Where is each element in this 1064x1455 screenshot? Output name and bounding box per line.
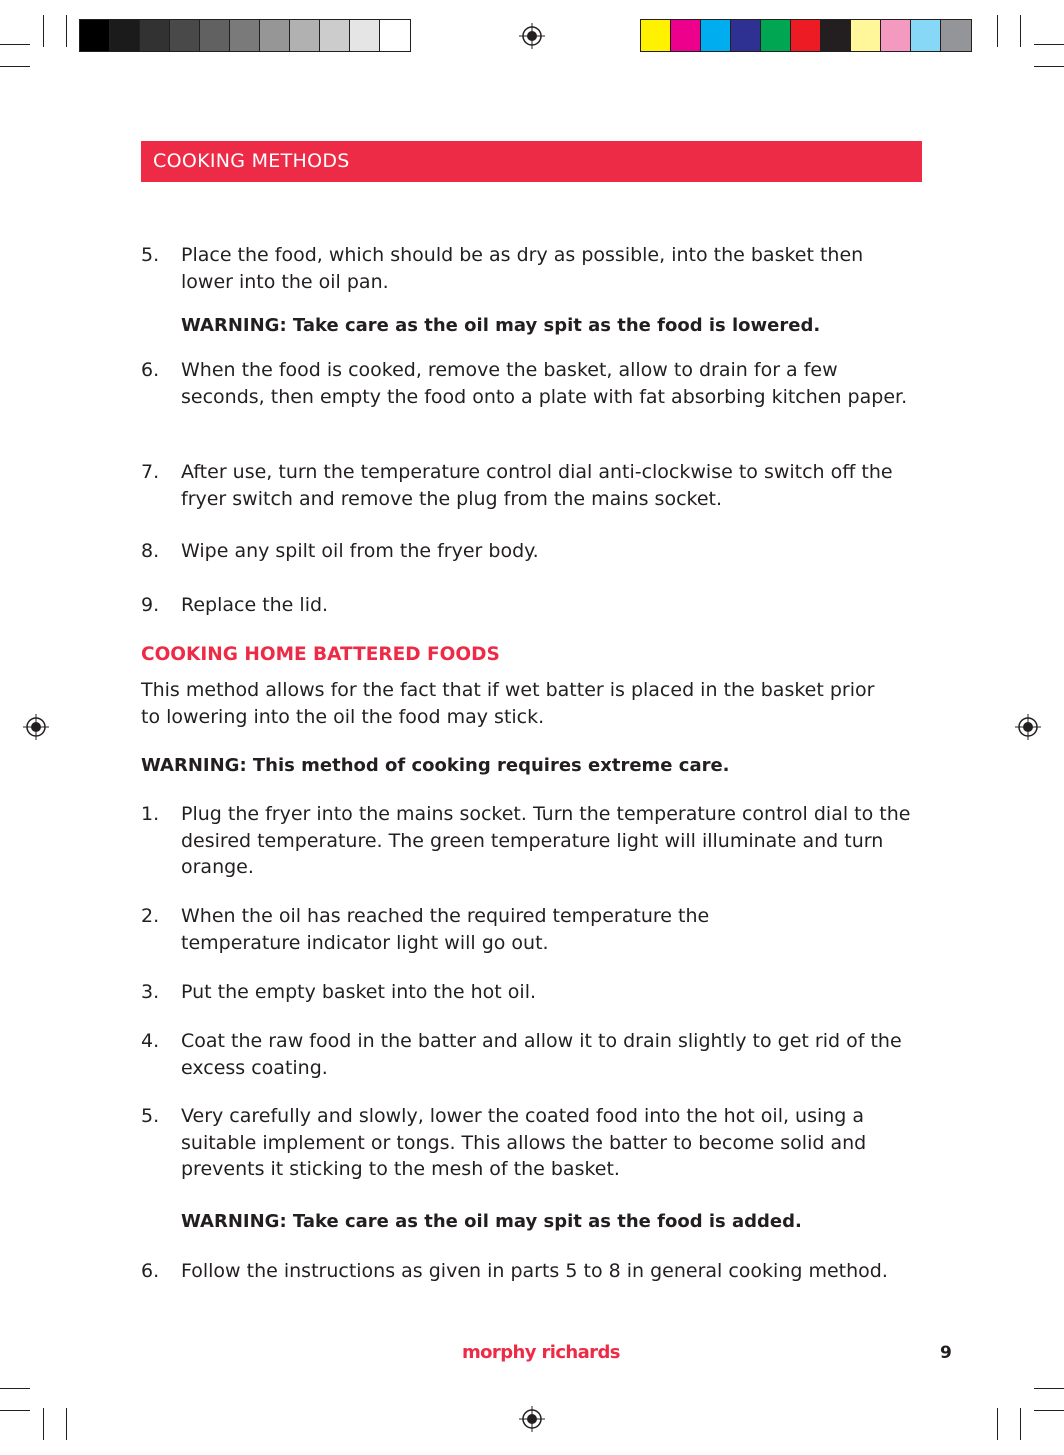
list-number: 6. <box>141 1260 160 1282</box>
list-item <box>141 1028 931 1081</box>
crop-mark <box>0 1388 30 1389</box>
list-text: Place the food, which should be as dry as possible, into the basket then lower into the oil pan. <box>181 244 864 293</box>
list-item <box>141 592 931 619</box>
color-swatch <box>230 20 260 51</box>
list-item <box>141 459 931 512</box>
registration-mark-icon <box>23 714 49 740</box>
page-number: 9 <box>940 1343 952 1363</box>
color-swatch <box>821 20 851 51</box>
crop-mark <box>0 44 30 45</box>
color-swatch <box>911 20 941 51</box>
color-swatch <box>170 20 200 51</box>
list-item <box>141 801 931 881</box>
crop-mark <box>997 15 998 47</box>
list-item <box>141 242 931 295</box>
brand-logo: morphy richards <box>462 1342 620 1363</box>
list-item <box>141 1258 931 1285</box>
crop-mark <box>1034 1388 1064 1389</box>
section-heading: COOKING HOME BATTERED FOODS <box>141 644 500 665</box>
list-text: Coat the raw food in the batter and allow it to drain slightly to get rid of the excess coating. <box>181 1030 902 1079</box>
warning-text: WARNING: This method of cooking requires extreme care. <box>141 755 730 776</box>
grayscale-color-bar <box>79 19 411 52</box>
color-swatch <box>290 20 320 51</box>
list-number: 5. <box>141 244 160 266</box>
registration-mark-icon <box>1015 714 1041 740</box>
list-text: Plug the fryer into the mains socket. Turn the temperature control dial to the desired temperature. The green temperature light will illuminate and turn orange. <box>181 803 911 878</box>
crop-mark <box>66 15 67 47</box>
color-swatch <box>260 20 290 51</box>
list-number: 8. <box>141 540 160 562</box>
color-swatch <box>791 20 821 51</box>
list-number: 2. <box>141 905 160 927</box>
crop-mark <box>0 66 30 67</box>
color-swatch <box>761 20 791 51</box>
color-swatch <box>641 20 671 51</box>
crop-mark <box>43 1408 44 1440</box>
color-swatch <box>80 20 110 51</box>
list-number: 1. <box>141 803 160 825</box>
color-swatch <box>350 20 380 51</box>
registration-mark-icon <box>519 23 545 49</box>
list-number: 4. <box>141 1030 160 1052</box>
list-item <box>141 903 931 956</box>
crop-mark <box>1034 66 1064 67</box>
list-text: Replace the lid. <box>181 594 329 616</box>
color-swatch <box>941 20 971 51</box>
color-swatch <box>851 20 881 51</box>
color-swatch <box>671 20 701 51</box>
list-number: 7. <box>141 461 160 483</box>
color-swatch <box>320 20 350 51</box>
color-swatch <box>200 20 230 51</box>
crop-mark <box>997 1408 998 1440</box>
crop-mark <box>1020 1408 1021 1440</box>
list-number: 5. <box>141 1105 160 1127</box>
section-header: COOKING METHODS <box>141 141 922 182</box>
list-number: 9. <box>141 594 160 616</box>
process-color-bar <box>640 19 972 52</box>
color-swatch <box>110 20 140 51</box>
crop-mark <box>1020 15 1021 47</box>
list-item <box>141 538 931 565</box>
crop-mark <box>0 1410 30 1411</box>
crop-mark <box>43 15 44 47</box>
list-text: Put the empty basket into the hot oil. <box>181 981 537 1003</box>
registration-mark-icon <box>519 1406 545 1432</box>
list-text: Very carefully and slowly, lower the coated food into the hot oil, using a suitable implement or tongs. This allows the batter to become solid and prevents it sticking to the mesh of the basket. <box>181 1105 867 1180</box>
color-swatch <box>140 20 170 51</box>
list-text: Wipe any spilt oil from the fryer body. <box>181 540 539 562</box>
list-item <box>141 979 931 1006</box>
list-text: After use, turn the temperature control dial anti-clockwise to switch off the fryer switch and remove the plug from the mains socket. <box>181 461 893 510</box>
list-number: 6. <box>141 359 160 381</box>
color-swatch <box>881 20 911 51</box>
color-swatch <box>380 20 410 51</box>
color-swatch <box>701 20 731 51</box>
list-text: When the oil has reached the required temperature the temperature indicator light will go out. <box>181 905 710 954</box>
warning-text: WARNING: Take care as the oil may spit as the food is added. <box>181 1211 802 1232</box>
list-item <box>141 1103 931 1183</box>
intro-paragraph: This method allows for the fact that if wet batter is placed in the basket prior to lowering into the oil the food may stick. <box>141 679 875 728</box>
warning-text: WARNING: Take care as the oil may spit as the food is lowered. <box>181 315 821 336</box>
crop-mark <box>66 1408 67 1440</box>
list-item <box>141 357 931 410</box>
color-swatch <box>731 20 761 51</box>
crop-mark <box>1034 44 1064 45</box>
crop-mark <box>1034 1410 1064 1411</box>
list-number: 3. <box>141 981 160 1003</box>
list-text: When the food is cooked, remove the basket, allow to drain for a few seconds, then empty the food onto a plate with fat absorbing kitchen paper. <box>181 359 908 408</box>
list-text: Follow the instructions as given in parts 5 to 8 in general cooking method. <box>181 1260 888 1282</box>
